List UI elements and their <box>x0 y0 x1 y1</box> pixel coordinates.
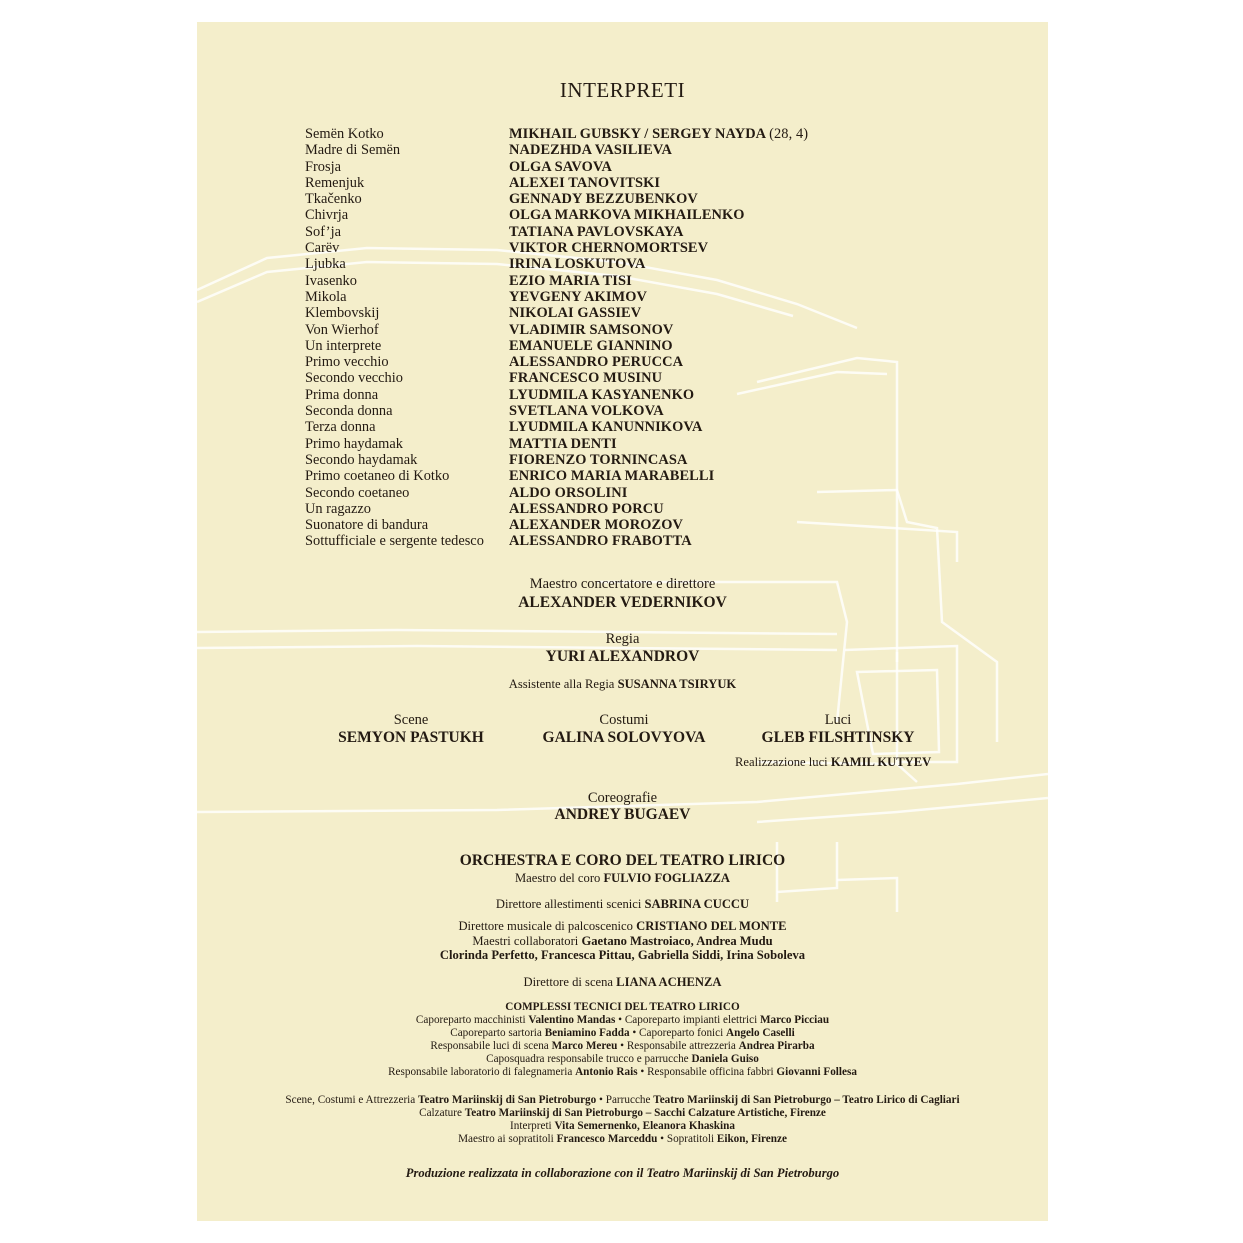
credits-line-4: Maestro ai sopratitoli Francesco Marceddu • Sopratitoli Eikon, Firenze <box>458 1133 787 1145</box>
cast-actor <box>509 468 714 484</box>
cast-actor-name: SVETLANA VOLKOVA <box>509 403 664 420</box>
cast-role: Suonatore di bandura <box>305 517 429 534</box>
cast-actor-name: IRINA LOSKUTOVA <box>509 256 646 273</box>
scene-credit <box>301 712 521 747</box>
cast-actor-name: EMANUELE GIANNINO <box>509 337 673 354</box>
cast-actor <box>509 175 660 191</box>
cast-row <box>305 142 945 158</box>
cast-role: Carëv <box>305 240 340 257</box>
cast-role: Frosja <box>305 158 341 175</box>
cast-actor-name: TATIANA PAVLOVSKAYA <box>509 223 684 240</box>
cast-role: Primo vecchio <box>305 354 389 371</box>
collaborators-line-2: Clorinda Perfetto, Francesca Pittau, Gabriella Siddi, Irina Soboleva <box>439 948 806 962</box>
cast-actor <box>509 289 647 305</box>
cast-actor-name: FIORENZO TORNINCASA <box>509 451 688 468</box>
cast-role: Mikola <box>305 288 347 305</box>
conductor-label: Maestro concertatore e direttore <box>529 576 716 592</box>
music-stage-director: Direttore musicale di palcoscenico CRISTIANO DEL MONTE <box>458 919 787 933</box>
cast-role: Sof’ja <box>305 223 341 240</box>
cast-row <box>305 273 945 289</box>
cast-actor <box>509 452 688 468</box>
cast-actor <box>509 191 698 207</box>
costumes-credit <box>514 712 734 747</box>
scene-name: SEMYON PASTUKH <box>338 729 484 746</box>
cast-actor <box>509 370 662 386</box>
cast-row <box>305 370 945 386</box>
cast-actor-name: MATTIA DENTI <box>509 435 617 452</box>
lights-credit <box>728 712 948 747</box>
cast-actor <box>509 207 745 223</box>
cast-row <box>305 436 945 452</box>
cast-row <box>305 126 945 142</box>
cast-role: Remenjuk <box>305 174 365 191</box>
stage-director: Direttore di scena LIANA ACHENZA <box>523 975 722 989</box>
cast-actor <box>509 403 664 419</box>
cast-actor-name: GENNADY BEZZUBENKOV <box>509 191 698 208</box>
cast-role: Chivrja <box>305 207 349 224</box>
cast-actor <box>509 419 703 435</box>
lights-name: GLEB FILSHTINSKY <box>761 729 915 746</box>
cast-row <box>305 387 945 403</box>
cast-actor-name: LYUDMILA KANUNNIKOVA <box>509 419 703 436</box>
direction-name: YURI ALEXANDROV <box>545 648 700 665</box>
cast-role: Terza donna <box>305 419 376 436</box>
cast-actor <box>509 485 627 501</box>
cast-actor-name: ALESSANDRO PORCU <box>509 500 664 517</box>
technical-title: COMPLESSI TECNICI DEL TEATRO LIRICO <box>505 1001 740 1013</box>
cast-actor <box>509 273 632 289</box>
collaborators-line-1: Maestri collaboratori Gaetano Mastroiaco, Andrea Mudu <box>472 934 773 948</box>
cast-row <box>305 419 945 435</box>
cast-row <box>305 240 945 256</box>
chorus-master: Maestro del coro FULVIO FOGLIAZZA <box>514 871 731 885</box>
cast-row <box>305 354 945 370</box>
cast-actor <box>509 126 808 142</box>
cast-row <box>305 224 945 240</box>
cast-list <box>305 126 945 550</box>
lights-label: Luci <box>824 712 852 728</box>
cast-actor-name: VLADIMIR SAMSONOV <box>509 321 674 338</box>
staging-director: Direttore allestimenti scenici SABRINA CUCCU <box>495 897 750 911</box>
technical-line-4: Caposquadra responsabile trucco e parrucche Daniela Guiso <box>486 1053 759 1065</box>
cast-row <box>305 289 945 305</box>
cast-actor <box>509 517 683 533</box>
cast-row <box>305 256 945 272</box>
cast-role: Sottufficiale e sergente tedesco <box>305 533 484 550</box>
choreography-label: Coreografie <box>587 790 658 806</box>
credits-line-1: Scene, Costumi e Attrezzeria Teatro Mariinskij di San Pietroburgo • Parrucche Teatro Mariinskij di San Pietroburgo – Teatro Lirico di Cagliari <box>285 1094 960 1106</box>
cast-actor-name: EZIO MARIA TISI <box>509 272 632 289</box>
cast-actor <box>509 256 646 272</box>
cast-actor <box>509 305 641 321</box>
cast-row <box>305 175 945 191</box>
cast-role: Secondo vecchio <box>305 370 403 387</box>
cast-actor-name: NIKOLAI GASSIEV <box>509 305 642 322</box>
cast-actor-name: ALDO ORSOLINI <box>509 484 628 501</box>
cast-role: Ivasenko <box>305 272 357 289</box>
program-page <box>197 22 1048 1221</box>
cast-row <box>305 468 945 484</box>
technical-line-1: Caporeparto macchinisti Valentino Mandas • Caporeparto impianti elettrici Marco Picciau <box>415 1014 830 1026</box>
assistant-direction: Assistente alla Regia SUSANNA TSIRYUK <box>508 677 737 691</box>
cast-role: Prima donna <box>305 386 379 403</box>
orchestra-title: ORCHESTRA E CORO DEL TEATRO LIRICO <box>459 852 786 869</box>
cast-role: Un ragazzo <box>305 500 371 517</box>
cast-actor <box>509 501 664 517</box>
cast-actor-name: NADEZHDA VASILIEVA <box>509 142 672 159</box>
cast-row <box>305 191 945 207</box>
costumes-label: Costumi <box>599 712 649 728</box>
cast-row <box>305 322 945 338</box>
cast-actor-name: LYUDMILA KASYANENKO <box>509 386 695 403</box>
cast-actor-name: ALESSANDRO FRABOTTA <box>509 533 692 550</box>
cast-actor <box>509 142 672 158</box>
cast-role: Ljubka <box>305 256 346 273</box>
cast-actor <box>509 224 684 240</box>
cast-role: Secondo haydamak <box>305 451 418 468</box>
technical-line-5: Responsabile laboratorio di falegnameria Antonio Rais • Responsabile officina fabbri Giovanni Follesa <box>388 1066 857 1078</box>
cast-actor <box>509 240 708 256</box>
cast-row <box>305 207 945 223</box>
cast-role: Tkačenko <box>305 191 362 208</box>
cast-actor-name: ALESSANDRO PERUCCA <box>509 354 684 371</box>
technical-line-3: Responsabile luci di scena Marco Mereu • Responsabile attrezzeria Andrea Pirarba <box>430 1040 815 1052</box>
cast-role: Un interprete <box>305 337 382 354</box>
cast-role: Secondo coetaneo <box>305 484 410 501</box>
choreography-name: ANDREY BUGAEV <box>554 806 691 823</box>
cast-actor <box>509 436 617 452</box>
costumes-name: GALINA SOLOVYOVA <box>542 729 706 746</box>
cast-actor <box>509 533 692 549</box>
cast-role: Primo haydamak <box>305 435 403 452</box>
cast-row <box>305 452 945 468</box>
lights-realization: Realizzazione luci KAMIL KUTYEV <box>735 755 932 769</box>
technical-line-2: Caporeparto sartoria Beniamino Fadda • Caporeparto fonici Angelo Caselli <box>450 1027 795 1039</box>
cast-actor-name: FRANCESCO MUSINU <box>509 370 663 387</box>
cast-row <box>305 305 945 321</box>
cast-actor <box>509 338 673 354</box>
cast-actor-name: ALEXANDER MOROZOV <box>509 517 683 534</box>
cast-role: Von Wierhof <box>305 321 379 338</box>
page-title: INTERPRETI <box>559 78 686 102</box>
cast-actor-name: OLGA SAVOVA <box>509 158 613 175</box>
credits-line-3: Interpreti Vita Semernenko, Eleanora Khaskina <box>510 1120 735 1132</box>
cast-row <box>305 485 945 501</box>
cast-role: Semën Kotko <box>305 126 384 142</box>
cast-row <box>305 533 945 549</box>
direction-label: Regia <box>605 631 640 647</box>
conductor-name: ALEXANDER VEDERNIKOV <box>518 594 727 611</box>
cast-actor-name: OLGA MARKOVA MIKHAILENKO <box>509 207 745 224</box>
cast-actor-name: ENRICO MARIA MARABELLI <box>509 468 715 485</box>
cast-actor-name: VIKTOR CHERNOMORTSEV <box>509 240 709 257</box>
production-note: Produzione realizzata in collaborazione con il Teatro Mariinskij di San Pietroburgo <box>405 1166 840 1180</box>
cast-role: Klembovskij <box>305 305 380 322</box>
cast-role: Seconda donna <box>305 403 393 420</box>
cast-row <box>305 501 945 517</box>
cast-actor <box>509 322 673 338</box>
cast-actor <box>509 354 683 370</box>
cast-role: Madre di Semën <box>305 142 401 159</box>
cast-row <box>305 403 945 419</box>
cast-role: Primo coetaneo di Kotko <box>305 468 450 485</box>
cast-row <box>305 517 945 533</box>
cast-actor <box>509 159 612 175</box>
cast-actor <box>509 387 694 403</box>
credits-line-2: Calzature Teatro Mariinskij di San Pietroburgo – Sacchi Calzature Artistiche, Firenze <box>419 1107 826 1119</box>
cast-actor-name: YEVGENY AKIMOV <box>509 288 647 305</box>
cast-row <box>305 338 945 354</box>
cast-row <box>305 159 945 175</box>
scene-label: Scene <box>393 712 429 728</box>
cast-actor-name: MIKHAIL GUBSKY / SERGEY NAYDA <box>509 126 766 142</box>
cast-actor-name: ALEXEI TANOVITSKI <box>509 174 661 191</box>
cast-note: (28, 4) <box>769 126 809 142</box>
